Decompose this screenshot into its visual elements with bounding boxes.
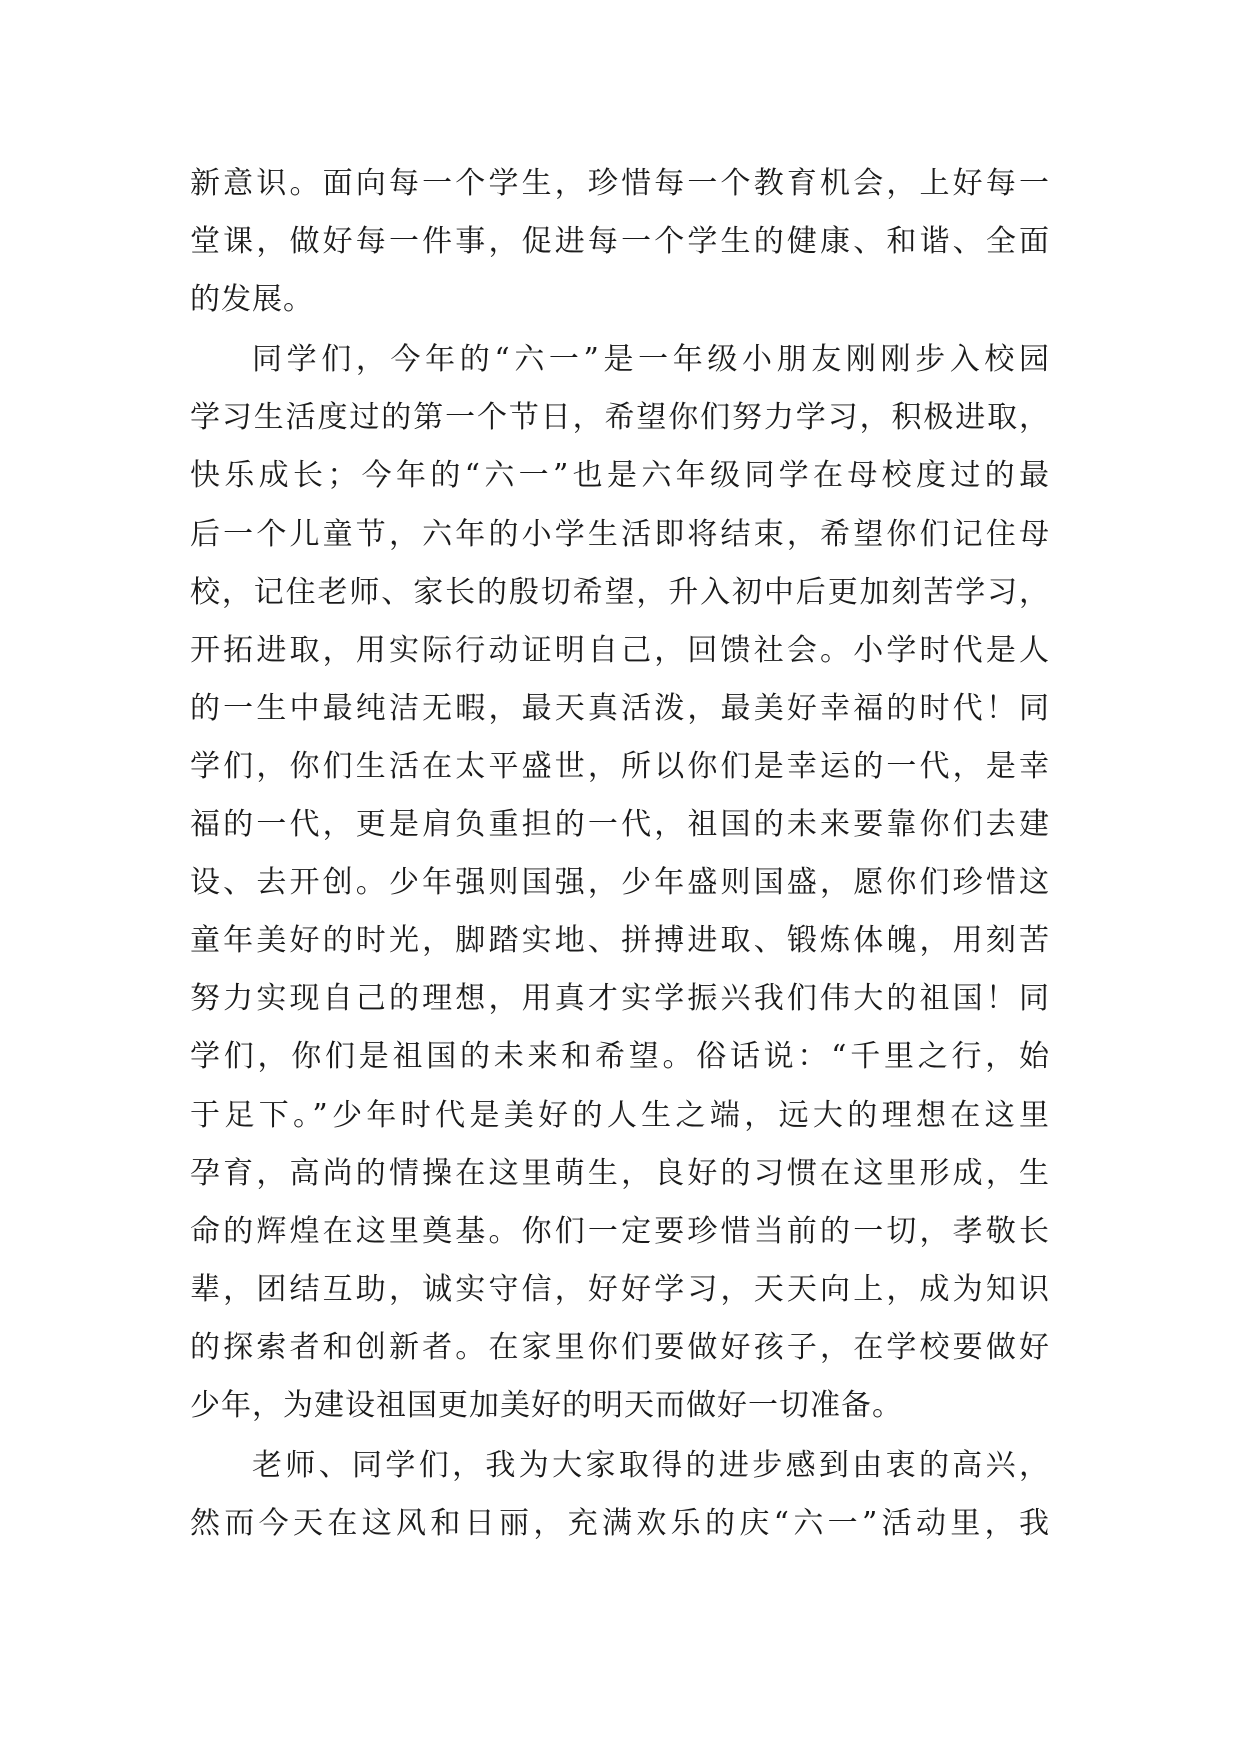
text-line: 然而今天在这风和日丽，充满欢乐的庆“六一”活动里，我 xyxy=(190,1506,1050,1542)
text-line: 设、去开创。少年强则国强，少年盛则国盛，愿你们珍惜这 xyxy=(190,865,1050,901)
text-line: 快乐成长；今年的“六一”也是六年级同学在母校度过的最 xyxy=(190,458,1050,494)
text-line: 童年美好的时光，脚踏实地、拼搏进取、锻炼体魄，用刻苦 xyxy=(190,923,1050,959)
text-line: 辈，团结互助，诚实守信，好好学习，天天向上，成为知识 xyxy=(190,1271,1050,1307)
text-line: 校，记住老师、家长的殷切希望，升入初中后更加刻苦学习， xyxy=(190,574,1050,610)
text-line: 学习生活度过的第一个节日，希望你们努力学习，积极进取， xyxy=(190,400,1050,436)
text-line: 的一生中最纯洁无暇，最天真活泼，最美好幸福的时代！同 xyxy=(190,690,1050,726)
text-line: 福的一代，更是肩负重担的一代，祖国的未来要靠你们去建 xyxy=(190,807,1050,843)
paragraph xyxy=(190,1437,1050,1553)
text-line: 同学们，今年的“六一”是一年级小朋友刚刚步入校园 xyxy=(252,342,1050,378)
text-line: 少年，为建设祖国更加美好的明天而做好一切准备。 xyxy=(190,1387,903,1423)
text-line: 堂课，做好每一件事，促进每一个学生的健康、和谐、全面 xyxy=(190,224,1050,260)
paragraph xyxy=(190,331,1050,1435)
text-line: 于足下。”少年时代是美好的人生之端，远大的理想在这里 xyxy=(190,1097,1050,1133)
text-line: 的探索者和创新者。在家里你们要做好孩子，在学校要做好 xyxy=(190,1329,1050,1365)
paragraph xyxy=(190,155,1050,329)
text-line: 孕育，高尚的情操在这里萌生，良好的习惯在这里形成，生 xyxy=(190,1155,1050,1191)
text-line: 学们，你们生活在太平盛世，所以你们是幸运的一代，是幸 xyxy=(190,748,1050,784)
text-line: 后一个儿童节，六年的小学生活即将结束，希望你们记住母 xyxy=(190,516,1050,552)
text-line: 的发展。 xyxy=(190,282,314,318)
text-line: 新意识。面向每一个学生，珍惜每一个教育机会，上好每一 xyxy=(190,166,1050,201)
text-line: 开拓进取，用实际行动证明自己，回馈社会。小学时代是人 xyxy=(190,632,1050,668)
text-line: 命的辉煌在这里奠基。你们一定要珍惜当前的一切，孝敬长 xyxy=(190,1213,1050,1249)
text-line: 努力实现自己的理想，用真才实学振兴我们伟大的祖国！同 xyxy=(190,981,1050,1017)
text-line: 老师、同学们，我为大家取得的进步感到由衷的高兴， xyxy=(252,1448,1050,1484)
document-body xyxy=(190,155,1050,1553)
text-line: 学们，你们是祖国的未来和希望。俗话说：“千里之行，始 xyxy=(190,1039,1050,1075)
